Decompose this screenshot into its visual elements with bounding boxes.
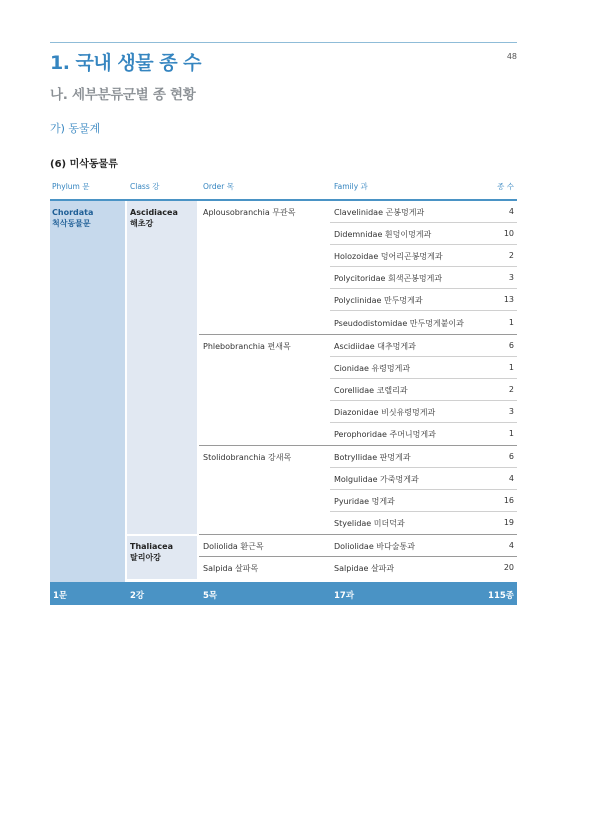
totals-row: [50, 582, 517, 605]
family-name: Pseudodistomidae 만두멍게붙이과: [334, 319, 464, 328]
top-rule: [50, 42, 517, 43]
total-species: 115종: [488, 591, 514, 601]
family-name: Didemnidae 흰덩이멍게과: [334, 230, 432, 239]
section-heading: 가) 동물계: [50, 122, 101, 135]
species-count: 20: [503, 563, 514, 572]
order-cell: Stolidobranchia 강새목: [203, 453, 292, 462]
total-family: 17과: [334, 591, 355, 601]
family-name: Doliolidae 바다술통과: [334, 542, 415, 551]
table-row: [330, 267, 517, 289]
table-row: [330, 335, 517, 357]
class-name: Thaliacea: [130, 542, 173, 551]
page-subtitle: 나. 세부분류군별 종 현황: [50, 87, 196, 103]
table-row: [330, 446, 517, 468]
table-row: [330, 223, 517, 245]
species-count: 3: [508, 407, 514, 416]
table-row: [330, 535, 517, 557]
page-title: 1. 국내 생물 종 수: [50, 52, 202, 74]
order-cell: Phlebobranchia 편새목: [203, 342, 291, 351]
species-count: 13: [503, 295, 514, 304]
species-count: 3: [508, 273, 514, 282]
class-column-ascidiacea: [127, 201, 197, 534]
species-count: 1: [508, 318, 514, 327]
species-count: 4: [508, 541, 514, 550]
family-name: Perophoridae 주머니멍게과: [334, 430, 436, 439]
family-name: Polyclinidae 만두멍게과: [334, 296, 423, 305]
phylum-column: [50, 201, 125, 587]
total-order: 5목: [203, 591, 218, 601]
species-count: 10: [503, 229, 514, 238]
col-header-phylum: Phylum 문: [52, 182, 90, 191]
class-korean: 해초강: [130, 219, 154, 228]
species-count: 4: [508, 207, 514, 216]
table-row: [330, 557, 517, 579]
order-cell: Doliolida 환근목: [203, 542, 264, 551]
table-row: [330, 490, 517, 512]
species-count: 19: [503, 518, 514, 527]
phylum-cell: [52, 207, 93, 229]
family-name: Salpidae 살파과: [334, 564, 395, 573]
family-name: Botryllidae 판멍게과: [334, 453, 411, 462]
class-cell: [130, 207, 178, 229]
row-divider: [330, 310, 517, 311]
phylum-name: Chordata: [52, 208, 94, 217]
family-name: Pyuridae 멍게과: [334, 497, 395, 506]
table-row: [330, 289, 517, 311]
species-count: 1: [508, 363, 514, 372]
family-name: Corellidae 코렐리과: [334, 386, 408, 395]
family-name: Styelidae 미더덕과: [334, 519, 405, 528]
col-header-class: Class 강: [130, 182, 160, 191]
table-row: [330, 401, 517, 423]
species-count: 2: [508, 251, 514, 260]
page-number: 48: [506, 52, 517, 61]
table-row: [330, 379, 517, 401]
family-name: Polycitoridae 회색곤봉멍게과: [334, 274, 443, 283]
species-count: 6: [508, 452, 514, 461]
class-name: Ascidiacea: [130, 208, 178, 217]
species-count: 2: [508, 385, 514, 394]
table-row: [330, 245, 517, 267]
table-row: [330, 512, 517, 534]
family-name: Holozoidae 덩어리곤봉멍게과: [334, 252, 443, 261]
species-count: 1: [508, 429, 514, 438]
class-cell: [130, 541, 173, 563]
species-count: 6: [508, 341, 514, 350]
phylum-korean: 척삭동물문: [52, 219, 91, 228]
species-count: 16: [503, 496, 514, 505]
table-row: [330, 423, 517, 445]
table-row: [330, 468, 517, 490]
total-phylum: 1문: [53, 591, 68, 601]
col-header-count: 종 수: [497, 182, 514, 191]
family-name: Ascidiidae 대추멍게과: [334, 342, 416, 351]
class-korean: 탈리아강: [130, 553, 161, 562]
order-cell: Aplousobranchia 무관목: [203, 208, 296, 217]
family-name: Clavelinidae 곤봉멍게과: [334, 208, 425, 217]
order-cell: Salpida 살파목: [203, 564, 259, 573]
col-header-family: Family 과: [334, 182, 368, 191]
species-count: 4: [508, 474, 514, 483]
table-row: [330, 201, 517, 223]
table-row: [330, 312, 517, 334]
total-class: 2강: [130, 591, 145, 601]
table-row: [330, 357, 517, 379]
col-header-order: Order 목: [203, 182, 234, 191]
subsection-heading: (6) 미삭동물류: [50, 159, 118, 170]
family-name: Cionidae 유령멍게과: [334, 364, 411, 373]
family-name: Diazonidae 비싯유령멍게과: [334, 408, 436, 417]
family-name: Molgulidae 가죽멍게과: [334, 475, 419, 484]
